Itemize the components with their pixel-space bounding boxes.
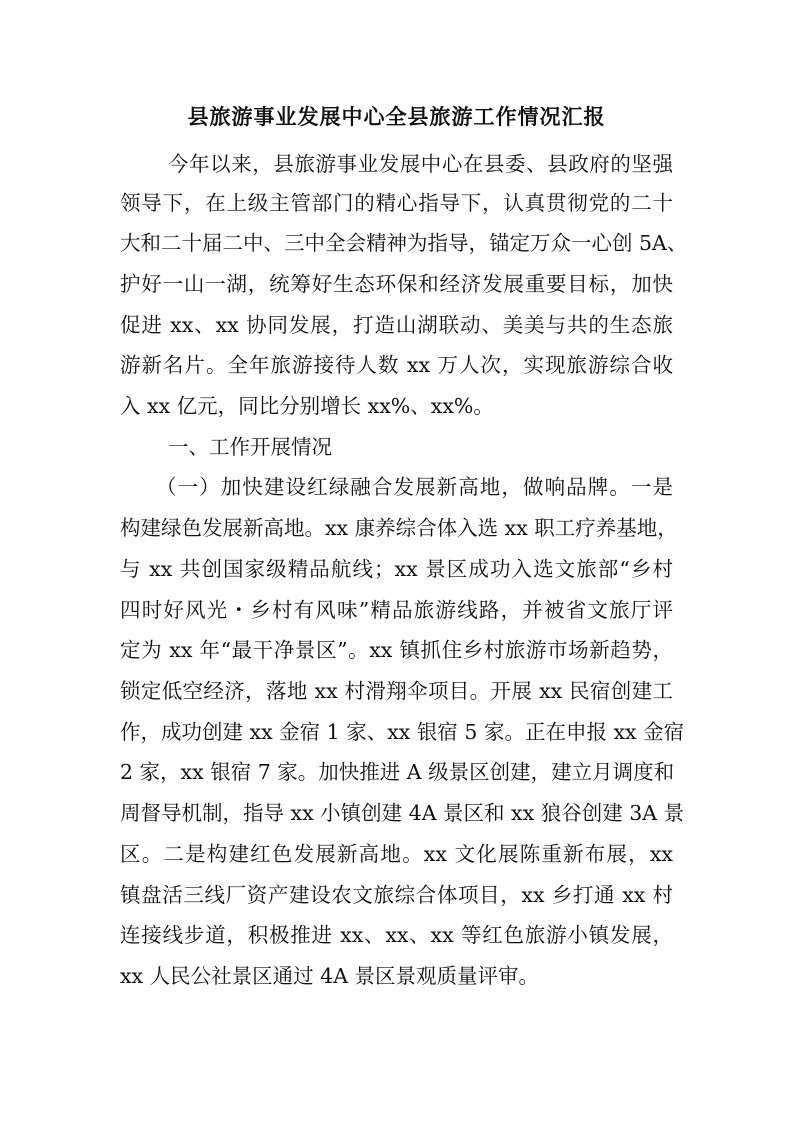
- body-line: 锁定低空经济，落地 xx 村滑翔伞项目。开展 xx 民宿创建工: [120, 679, 673, 703]
- body-line: 游新名片。全年旅游接待人数 xx 万人次，实现旅游综合收: [120, 353, 673, 377]
- body-line: 入 xx 亿元，同比分别增长 xx%、xx%。: [120, 394, 494, 418]
- body-line: 作，成功创建 xx 金宿 1 家、xx 银宿 5 家。正在申报 xx 金宿: [120, 720, 685, 744]
- body-line: 今年以来，县旅游事业发展中心在县委、县政府的坚强: [168, 152, 673, 176]
- body-line: 大和二十届二中、三中全会精神为指导，锚定万众一心创 5A、: [120, 231, 688, 255]
- body-line: 构建绿色发展新高地。xx 康养综合体入选 xx 职工疗养基地，: [120, 516, 678, 540]
- body-line: 定为 xx 年“最干净景区”。xx 镇抓住乡村旅游市场新趋势，: [120, 638, 673, 662]
- body-line: 镇盘活三线厂资产建设农文旅综合体项目，xx 乡打通 xx 村: [120, 883, 673, 907]
- section-heading: 一、工作开展情况: [168, 435, 332, 459]
- body-line: 连接线步道，积极推进 xx、xx、xx 等红色旅游小镇发展，: [120, 923, 673, 947]
- body-line: 与 xx 共创国家级精品航线；xx 景区成功入选文旅部“乡村: [120, 557, 673, 581]
- document-title: 县旅游事业发展中心全县旅游工作情况汇报: [187, 104, 606, 129]
- body-line: 2 家，xx 银宿 7 家。加快推进 A 级景区创建，建立月调度和: [120, 760, 675, 784]
- body-line: 区。二是构建红色发展新高地。xx 文化展陈重新布展，xx: [120, 842, 673, 866]
- body-line: 护好一山一湖，统筹好生态环保和经济发展重要目标，加快: [120, 272, 673, 296]
- body-line: 周督导机制，指导 xx 小镇创建 4A 景区和 xx 狼谷创建 3A 景: [120, 801, 685, 825]
- body-line: 促进 xx、xx 协同发展，打造山湖联动、美美与共的生态旅: [120, 313, 673, 337]
- body-line: xx 人民公社景区通过 4A 景区景观质量评审。: [120, 964, 540, 988]
- subsection-heading-line: （一）加快建设红绿融合发展新高地，做响品牌。一是: [156, 475, 673, 499]
- body-line: 领导下，在上级主管部门的精心指导下，认真贯彻党的二十: [120, 191, 673, 215]
- body-line: 四时好风光・乡村有风味”精品旅游线路，并被省文旅厅评: [120, 598, 673, 622]
